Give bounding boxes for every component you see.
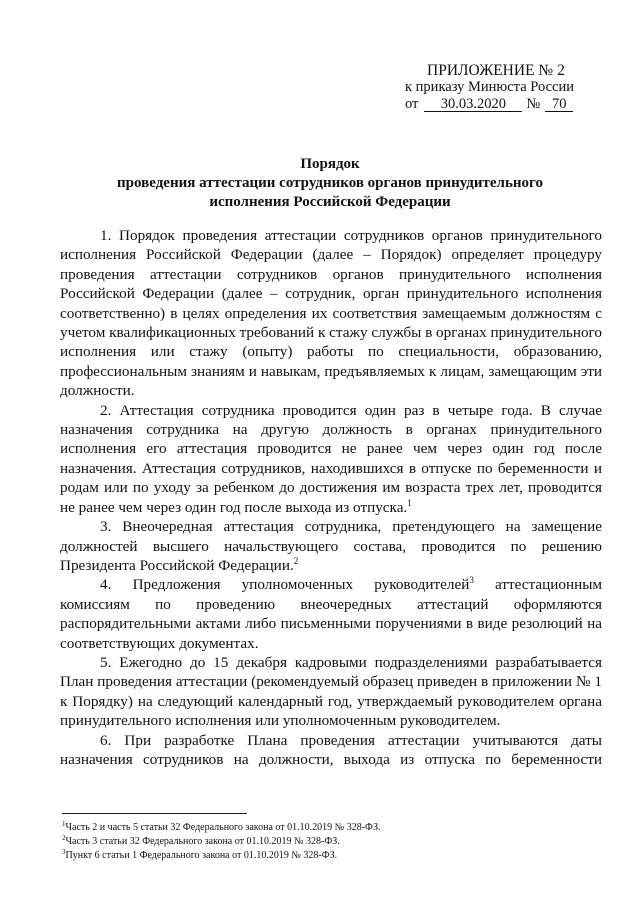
appendix-label: ПРИЛОЖЕНИЕ № 2 [427,62,565,79]
title-line-2: проведения аттестации сотрудников органов принудительного [117,175,543,191]
footnote-ref-3: 3 [469,575,474,586]
document-title [60,155,600,212]
footnotes [62,821,602,863]
number-prefix: № [526,96,541,112]
paragraph-5: 5. Ежегодно до 15 декабря кадровыми подразделениями разрабатывается План проведения аттестации (рекомендуемый образец приведен в приложении № 1 к Порядку) на следующий календарный год, утверждаемый руководителем органа принудительного исполнения или уполномоченным руководителем. [60,653,602,730]
footnote-1 [62,821,602,835]
order-date-number-row [405,96,600,113]
paragraph-4-text-b: аттестационным комиссиям по проведению внеочередных аттестаций оформляются распорядительными актами либо письменными поручениями в виде резолюций на соответствующих документах. [60,576,603,652]
footnote-mark-3: 3 [62,848,66,856]
title-line-1: Порядок [300,156,360,172]
paragraph-2 [60,401,602,517]
footnote-divider [62,813,247,814]
date-prefix: от [405,96,419,112]
paragraph-6: 6. При разработке Плана проведения аттестации учитываются даты назначения сотрудников на должности, выхода из отпуска по беременности [60,731,602,768]
paragraph-3-text: 3. Внеочередная аттестация сотрудника, претендующего на замещение должностей высшего начальствующего состава, проводится по решению Президента Российской Федерации. [60,518,602,574]
paragraph-2-text: 2. Аттестация сотрудника проводится один раз в четыре года. В случае назначения сотрудника на другую должность в органах принудительного исполнения его аттестация проводится не ранее чем через один год после назначения. Аттестация сотрудников, находившихся в отпуске по беременности и родам или по уходу за ребенком до достижения им возраста трех лет, проводится не ранее чем через один год после выхода из отпуска. [60,401,602,516]
footnote-2-text: Часть 3 статьи 32 Федерального закона от 01.10.2019 № 328-ФЗ. [65,836,340,847]
footnote-mark-1: 1 [62,820,66,828]
footnote-1-text: Часть 2 и часть 5 статьи 32 Федерального закона от 01.10.2019 № 328-ФЗ. [65,822,381,833]
paragraph-3 [60,517,602,575]
paragraph-1: 1. Порядок проведения аттестации сотрудников органов принудительного исполнения Российской Федерации (далее – Порядок) определяет процедуру проведения аттестации сотрудников органов принудительного исполнения Российской Федерации (далее – сотрудник, орган принудительного исполнения соответственно) в целях определения их соответствия замещаемым должностям с учетом квалификационных требований к стажу службы в органах принудительного исполнения или стажу (опыту) работы по специальности, образованию, профессиональным знаниям и навыкам, предъявляемых к лицам, замещающим эти должности. [60,227,602,400]
footnote-2 [62,835,602,849]
order-date: 30.03.2020 [424,97,522,112]
order-reference: к приказу Минюста России [405,79,574,95]
footnote-ref-1: 1 [407,497,412,508]
document-body [60,226,602,769]
title-line-3: исполнения Российской Федерации [209,194,451,210]
footnote-3 [62,849,602,863]
footnote-mark-2: 2 [62,834,66,842]
paragraph-4-text-a: 4. Предложения уполномоченных руководителей [100,576,470,594]
order-number: 70 [545,97,573,112]
paragraph-4 [60,575,602,653]
footnote-ref-2: 2 [293,555,299,566]
footnote-3-text: Пункт 6 статьи 1 Федерального закона от 01.10.2019 № 328-ФЗ. [65,850,338,861]
appendix-header [405,62,600,113]
